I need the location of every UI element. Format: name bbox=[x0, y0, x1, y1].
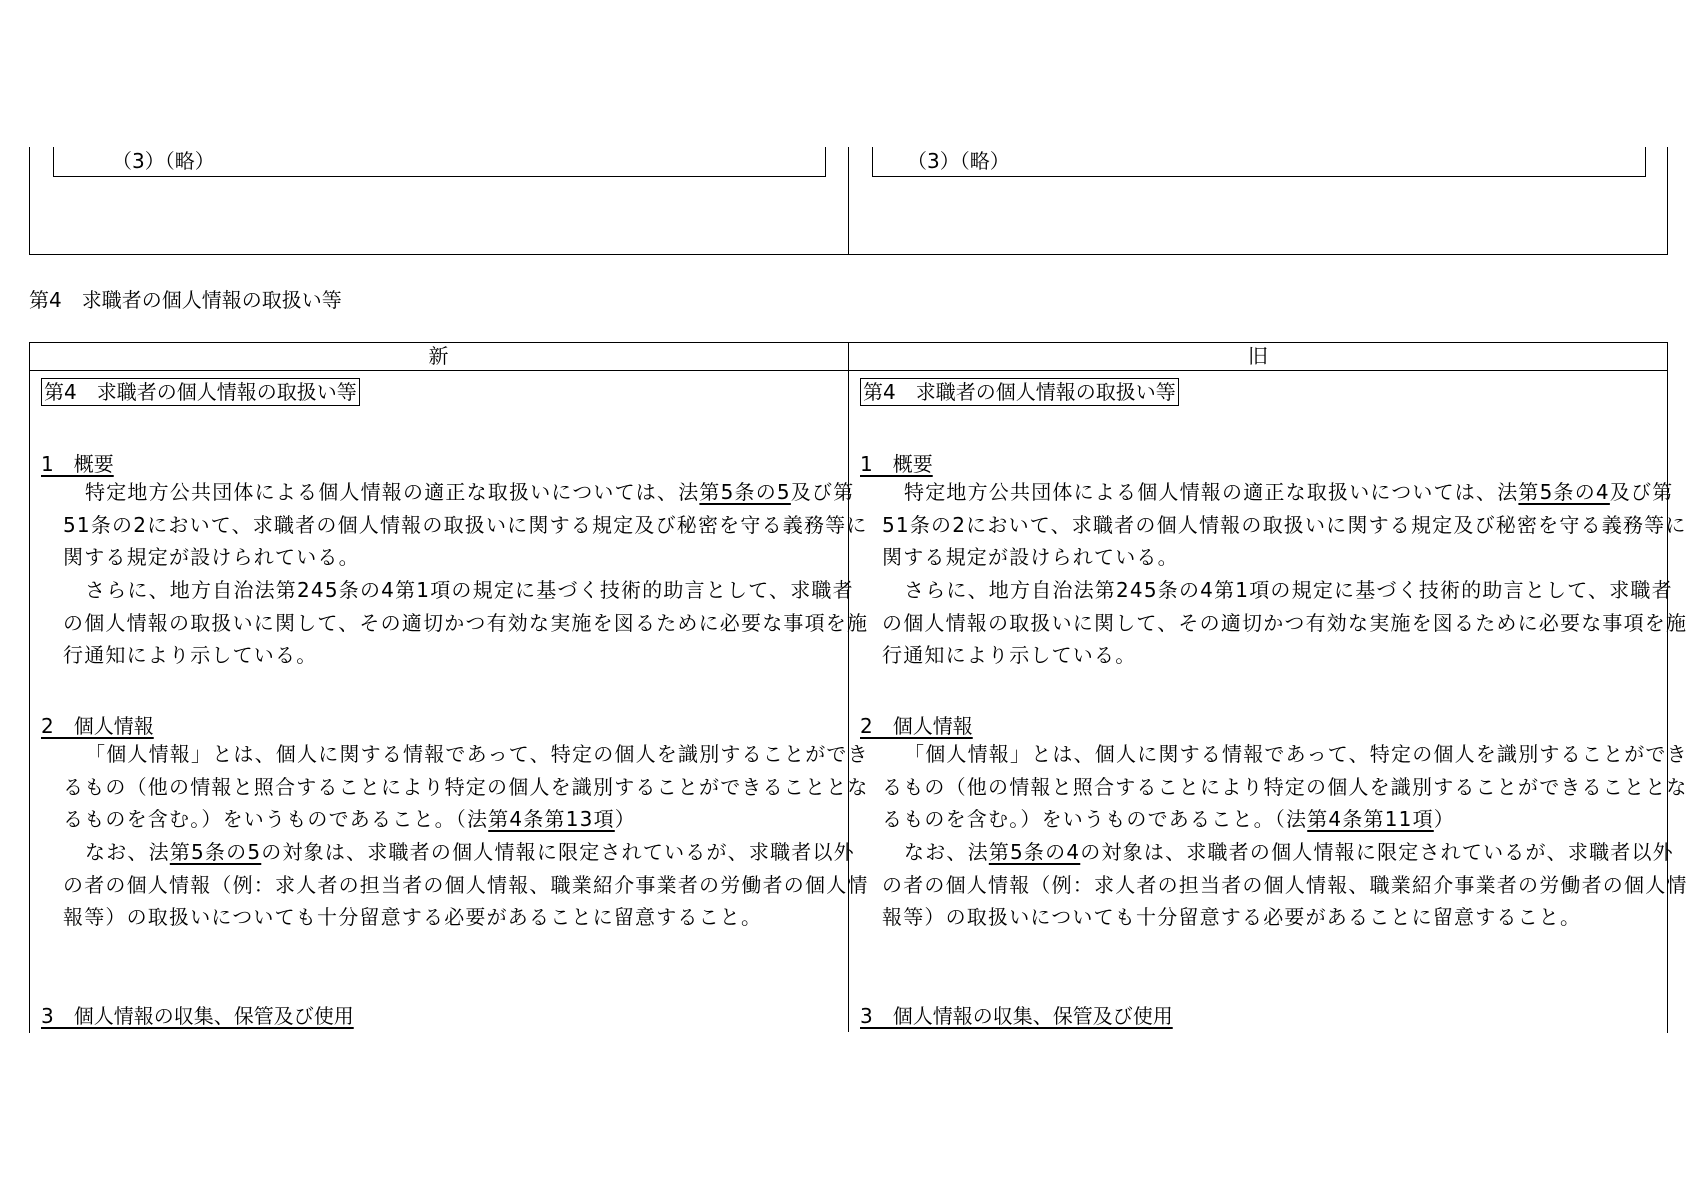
old-p3-text-a: 「個人情報」とは、個人に関する情報であって、特定の個人を識別することができるもの（他の情報と照合することにより特定の個人を識別することができることとなるものを含む。）をいうものであること。（法 bbox=[882, 742, 1688, 831]
old-heading-overview: 1 概要 bbox=[860, 452, 933, 476]
old-paragraph-4 bbox=[882, 836, 1688, 934]
previous-item-box-old bbox=[872, 147, 1646, 177]
new-p4-text-a: なお、法 bbox=[85, 840, 170, 864]
new-p4-amended: 第5条の5 bbox=[169, 840, 262, 864]
old-heading-collection: 3 個人情報の収集、保管及び使用 bbox=[860, 1004, 1173, 1028]
new-heading-overview: 1 概要 bbox=[41, 452, 114, 476]
new-p3-amended: 第4条第13項 bbox=[488, 807, 615, 831]
new-p4-text-b: の対象は、求職者の個人情報に限定されているが、求職者以外の者の個人情報（例：求人者の担当者の個人情報、職業紹介事業者の労働者の個人情報等）の取扱いについても十分留意する必要があることに留意すること。 bbox=[63, 840, 869, 929]
old-p3-amended: 第4条第11項 bbox=[1307, 807, 1434, 831]
new-p3-text-a: 「個人情報」とは、個人に関する情報であって、特定の個人を識別することができるもの（他の情報と照合することにより特定の個人を識別することができることとなるものを含む。）をいうものであること。（法 bbox=[63, 742, 869, 831]
new-p1-amended: 第5条の5 bbox=[699, 480, 791, 504]
new-boxed-title: 第4 求職者の個人情報の取扱い等 bbox=[41, 378, 360, 406]
old-p1-text-a: 特定地方公共団体による個人情報の適正な取扱いについては、法 bbox=[904, 480, 1519, 504]
new-heading-personal-info: 2 個人情報 bbox=[41, 714, 154, 738]
new-paragraph-4 bbox=[63, 836, 869, 934]
old-p1-amended: 第5条の4 bbox=[1518, 480, 1610, 504]
old-boxed-title: 第4 求職者の個人情報の取扱い等 bbox=[860, 378, 1179, 406]
new-heading-collection: 3 個人情報の収集、保管及び使用 bbox=[41, 1004, 354, 1028]
old-heading-personal-info: 2 個人情報 bbox=[860, 714, 973, 738]
new-paragraph-1 bbox=[63, 476, 869, 574]
old-p4-text-a: なお、法 bbox=[904, 840, 989, 864]
old-paragraph-1 bbox=[882, 476, 1688, 574]
previous-item-box-new bbox=[53, 147, 826, 177]
old-p1-text-b: 及び第51条の2において、求職者の個人情報の取扱いに関する規定及び秘密を守る義務等に関する規定が設けられている。 bbox=[882, 480, 1687, 569]
previous-item-old: （3）（略） bbox=[907, 149, 1010, 173]
old-paragraph-3 bbox=[882, 738, 1688, 836]
column-header-new: 新 bbox=[428, 344, 449, 368]
previous-table-divider bbox=[848, 147, 849, 255]
new-p1-text-a: 特定地方公共団体による個人情報の適正な取扱いについては、法 bbox=[85, 480, 700, 504]
new-p3-text-b: ） bbox=[614, 807, 636, 831]
section-heading: 第4 求職者の個人情報の取扱い等 bbox=[29, 288, 342, 312]
new-p1-text-b: 及び第51条の2において、求職者の個人情報の取扱いに関する規定及び秘密を守る義務等に関する規定が設けられている。 bbox=[63, 480, 868, 569]
new-paragraph-2: さらに、地方自治法第245条の4第1項の規定に基づく技術的助言として、求職者の個人情報の取扱いに関して、その適切かつ有効な実施を図るために必要な事項を施行通知により示している。 bbox=[63, 578, 869, 667]
old-paragraph-2: さらに、地方自治法第245条の4第1項の規定に基づく技術的助言として、求職者の個人情報の取扱いに関して、その適切かつ有効な実施を図るために必要な事項を施行通知により示している。 bbox=[882, 578, 1688, 667]
previous-item-new: （3）（略） bbox=[112, 149, 215, 173]
old-p4-amended: 第5条の4 bbox=[988, 840, 1081, 864]
column-header-old: 旧 bbox=[1248, 344, 1268, 368]
old-p4-text-b: の対象は、求職者の個人情報に限定されているが、求職者以外の者の個人情報（例：求人者の担当者の個人情報、職業紹介事業者の労働者の個人情報等）の取扱いについても十分留意する必要があることに留意すること。 bbox=[882, 840, 1688, 929]
old-p3-text-b: ） bbox=[1433, 807, 1455, 831]
new-paragraph-3 bbox=[63, 738, 869, 836]
comparison-table-header-rule bbox=[29, 370, 1667, 371]
